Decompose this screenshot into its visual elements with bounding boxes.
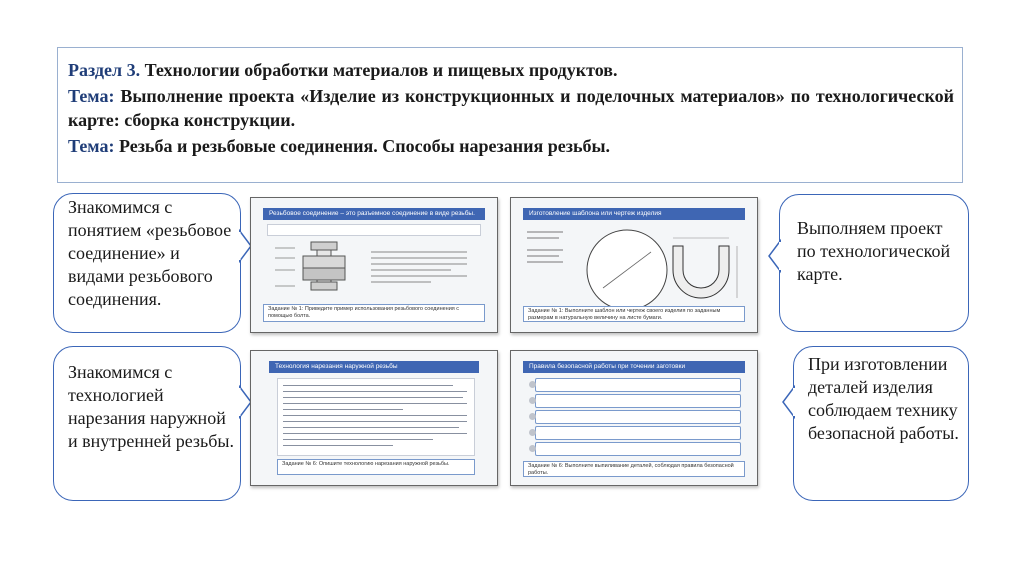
slide-title: Резьбовое соединение – это разъемное соединение в виде резьбы. — [263, 208, 485, 220]
slide-task: Задание № 1: Приведите пример использования резьбового соединения с помощью болта. — [263, 304, 485, 322]
callout-thread-technology — [53, 346, 241, 501]
slide-title: Технология нарезания наружной резьбы — [269, 361, 479, 373]
slide-title: Правила безопасной работы при точении заготовки — [523, 361, 745, 373]
callout-pointer — [781, 384, 795, 420]
section-label: Раздел 3. — [68, 60, 141, 80]
slide-thumbnail-template — [510, 197, 758, 333]
topic-text-2: Резьба и резьбовые соединения. Способы нарезания резьбы. — [114, 136, 611, 156]
slide-task: Задание № 6: Опишите технологию нарезания наружной резьбы. — [277, 459, 475, 475]
bolt-diagram-icon — [271, 238, 481, 300]
slide-thumbnail-threaded-connection — [250, 197, 498, 333]
horseshoe-drawing-icon — [523, 224, 745, 312]
callout-text: При изготовлении деталей изделия соблюдаем технику безопасной работы. — [808, 354, 959, 443]
slide-thumbnail-external-thread — [250, 350, 498, 486]
slide-thumbnail-safety-rules — [510, 350, 758, 486]
slide-subtitle-box — [267, 224, 481, 236]
slide-task: Задание № 6: Выполните выпиливание деталей, соблюдая правила безопасной работы. — [523, 461, 745, 477]
callout-text: Выполняем проект по технологической карте. — [797, 218, 951, 284]
topic-header — [57, 47, 963, 183]
callout-text: Знакомимся с понятием «резьбовое соединение» и видами резьбового соединения. — [68, 197, 232, 309]
callout-pointer — [767, 238, 781, 274]
section-text: Технологии обработки материалов и пищевых продуктов. — [140, 60, 618, 80]
topic-line-2 — [68, 134, 954, 158]
callout-project-work — [779, 194, 969, 332]
callout-safety — [793, 346, 969, 501]
section-line — [68, 58, 954, 82]
topic-label-1: Тема: — [68, 86, 115, 106]
topic-line-1 — [68, 84, 954, 132]
topic-text-1: Выполнение проекта «Изделие из конструкционных и поделочных материалов» по технологической карте: сборка конструкции. — [68, 86, 954, 130]
topic-label-2: Тема: — [68, 136, 115, 156]
slide-task: Задание № 1: Выполните шаблон или чертеж своего изделия по заданным размерам в натуральную величину на листе бумаги. — [523, 306, 745, 322]
callout-thread-concept — [53, 193, 241, 333]
slide-title: Изготовление шаблона или чертеж изделия — [523, 208, 745, 220]
callout-text: Знакомимся с технологией нарезания наружной и внутренней резьбы. — [68, 362, 235, 451]
